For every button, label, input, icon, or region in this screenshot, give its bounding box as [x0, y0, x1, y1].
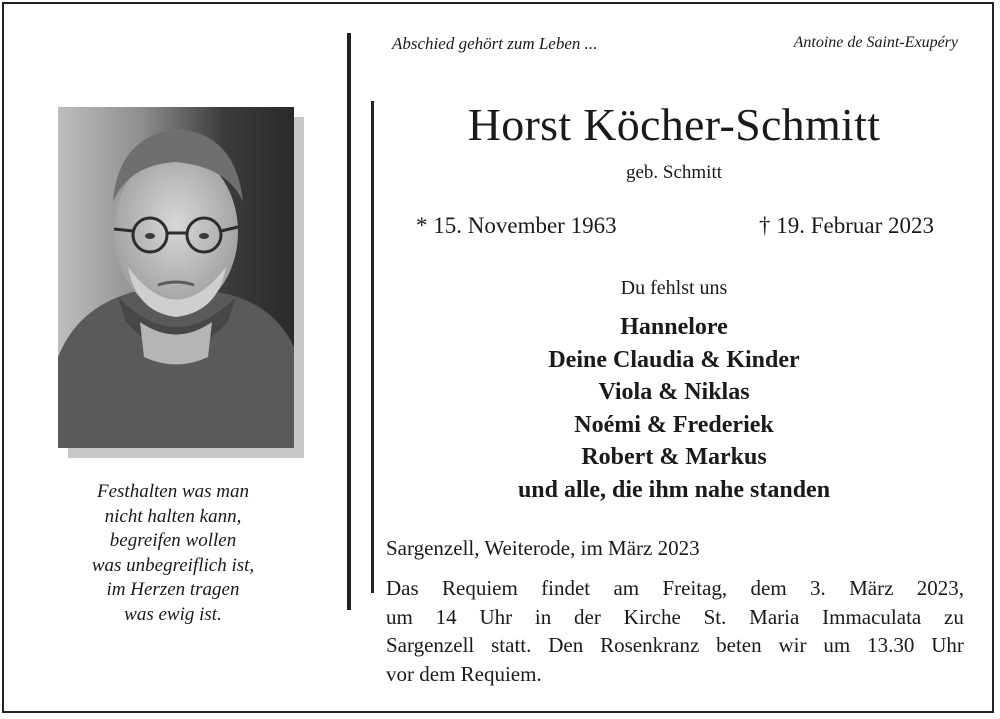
birth-name: geb. Schmitt: [625, 162, 723, 183]
word: Freitag,: [662, 576, 728, 600]
header-quote: Abschied gehört zum Leben ...: [392, 34, 598, 53]
poem-line: was ewig ist.: [124, 603, 222, 625]
word: Maria: [749, 604, 800, 629]
mourners-list: [374, 311, 974, 507]
requiem-line: [386, 631, 964, 660]
word: März: [849, 576, 894, 600]
word: 2023,: [916, 576, 964, 600]
word: statt.: [491, 633, 532, 657]
word: in: [534, 604, 552, 629]
requiem-text: [386, 574, 964, 688]
death-date: † 19. Februar 2023: [758, 213, 934, 238]
header-author: Antoine de Saint-Exupéry: [793, 34, 958, 51]
word: am: [613, 576, 640, 600]
word: Den: [548, 633, 584, 657]
word: Uhr: [931, 633, 964, 657]
place-date: Sargenzell, Weiterode, im März 2023: [386, 536, 700, 560]
word: 14: [435, 604, 457, 629]
poem-line: begreifen wollen: [109, 530, 237, 551]
word: zu: [944, 604, 964, 629]
deceased-name: Horst Köcher-Schmitt: [467, 99, 881, 150]
word: Kirche: [623, 604, 681, 629]
mourner-entry: Hannelore: [620, 314, 728, 340]
word: wir: [778, 633, 807, 657]
poem: [48, 480, 298, 627]
poem-line: was unbegreiflich ist,: [91, 554, 255, 576]
word: um: [386, 604, 413, 629]
word: 3.: [810, 576, 826, 600]
word: findet: [541, 576, 591, 600]
word: 13.30: [867, 633, 915, 657]
requiem-line: [386, 603, 964, 632]
word: Das: [386, 576, 419, 600]
divider-line-outer: [347, 33, 351, 610]
portrait-photo: [58, 107, 294, 448]
requiem-line-last: vor dem Requiem.: [386, 661, 542, 686]
mourner-entry: Viola & Niklas: [598, 379, 750, 406]
mourner-entry: Noémi & Frederiek: [574, 411, 774, 438]
mourner-entry: und alle, die ihm nahe standen: [517, 476, 831, 503]
poem-line: im Herzen tragen: [106, 579, 240, 600]
birth-date: * 15. November 1963: [416, 213, 617, 238]
word: Rosenkranz: [600, 633, 700, 657]
word: Uhr: [479, 604, 513, 629]
word: Requiem: [442, 576, 518, 600]
word: Sargenzell: [386, 633, 475, 657]
word: St.: [703, 604, 727, 629]
requiem-line: [386, 574, 964, 603]
poem-line: Festhalten was man: [97, 481, 249, 502]
missing-text: Du fehlst uns: [620, 277, 728, 299]
word: der: [574, 604, 601, 629]
word: Immaculata: [822, 604, 922, 629]
poem-line: nicht halten kann,: [104, 505, 242, 527]
mourner-entry: Robert & Markus: [581, 444, 767, 471]
word: beten: [716, 633, 762, 657]
word: dem: [750, 576, 787, 600]
mourner-entry: Deine Claudia & Kinder: [548, 346, 800, 373]
portrait-icon: [58, 107, 294, 448]
word: um: [823, 633, 851, 657]
